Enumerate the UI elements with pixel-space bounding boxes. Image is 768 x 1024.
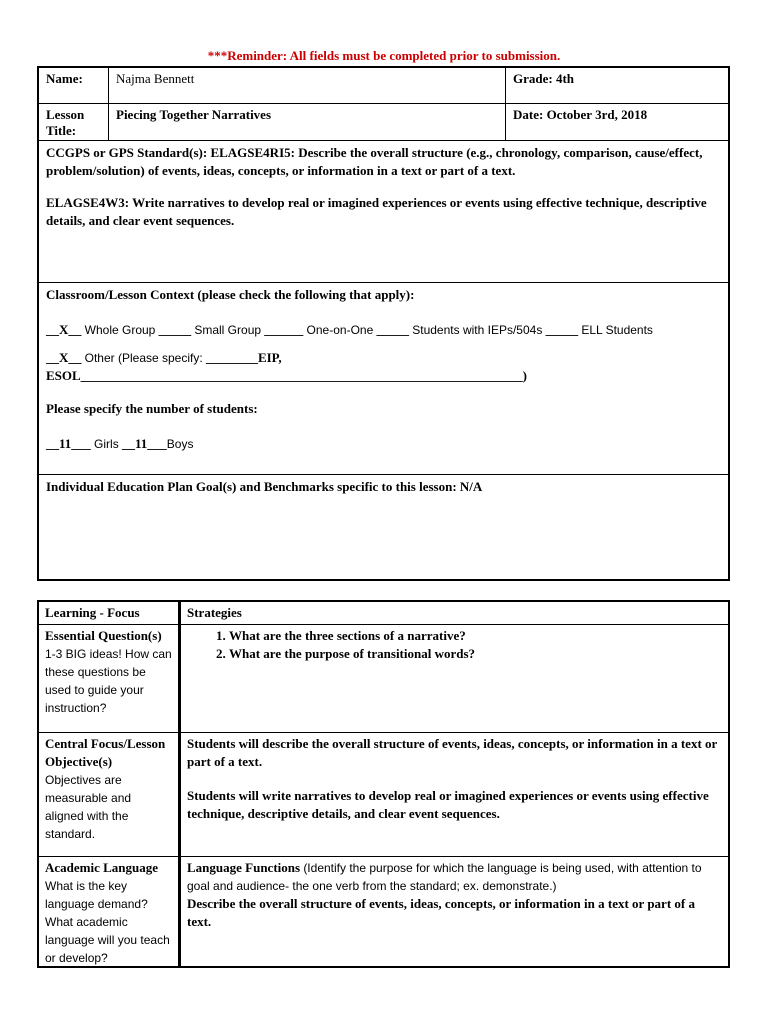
essential-questions-row: [39, 625, 728, 733]
group-options: [46, 321, 721, 339]
central-focus-row: [39, 733, 728, 857]
iep-mark[interactable]: _____: [376, 322, 409, 337]
small-group-mark[interactable]: _____: [158, 322, 192, 337]
central-focus-cell: [39, 733, 181, 856]
ell-label: ELL Students: [581, 323, 653, 337]
lesson-title-field[interactable]: Piecing Together Narratives: [109, 104, 506, 140]
language-functions-desc: (Identify the purpose for which the language is being used, with attention to goal and audience- the one verb from the standard; ex. demonstrate.): [187, 861, 702, 893]
esol-field[interactable]: ESOL____________________________________________________________________): [46, 368, 528, 383]
iep-label: Students with IEPs/504s: [412, 323, 543, 337]
other-specify-field[interactable]: ________EIP,: [205, 350, 282, 365]
strategies-header: Strategies: [187, 605, 242, 620]
other-option: [46, 349, 721, 367]
essential-questions-title: Essential Question(s): [45, 628, 162, 643]
central-focus-desc: Objectives are measurable and aligned with the standard.: [45, 773, 132, 841]
context-section: [39, 283, 728, 475]
language-functions-answer[interactable]: [181, 857, 728, 967]
essential-questions-desc: 1-3 BIG ideas! How can these questions be used to guide your instruction?: [45, 647, 172, 715]
language-functions-title: Language Functions: [187, 860, 301, 875]
table2-header-row: [39, 602, 728, 625]
grade-field[interactable]: Grade: 4th: [513, 71, 575, 86]
one-on-one-label: One-on-One: [306, 323, 374, 337]
reminder-banner: ***Reminder: All fields must be completed prior to submission.: [207, 48, 561, 63]
question-list: [187, 627, 722, 663]
academic-language-title: Academic Language: [45, 860, 159, 875]
essential-questions-answer[interactable]: [181, 625, 728, 732]
academic-language-desc: What is the key language demand? What academic language will you teach or develop?: [45, 879, 170, 965]
essential-questions-cell: [39, 625, 181, 732]
student-counts: [46, 435, 721, 453]
other-mark[interactable]: __X__: [46, 350, 82, 365]
language-functions-intro: [187, 859, 722, 895]
lesson-title-label: Lesson Title:: [39, 104, 109, 140]
ell-mark[interactable]: _____: [545, 322, 579, 337]
lesson-info-table: [37, 66, 730, 581]
learning-focus-table: [37, 600, 730, 968]
name-row: [39, 68, 728, 104]
girls-label: Girls: [94, 437, 119, 451]
name-field[interactable]: Najma Bennett: [109, 68, 506, 103]
name-label: Name:: [39, 68, 109, 103]
standard-1: CCGPS or GPS Standard(s): ELAGSE4RI5: Describe the overall structure (e.g., chronology, comparison, cause/effect, problem/solution) of events, ideas, concepts, or information in a text or part of a text.: [46, 145, 703, 178]
objective-2: Students will write narratives to develop real or imagined experiences or events using effective technique, descriptive details, and clear event sequences.: [187, 788, 709, 821]
boys-label: Boys: [166, 437, 194, 451]
girls-count-field[interactable]: __11___: [46, 436, 91, 451]
one-on-one-mark[interactable]: ______: [264, 322, 304, 337]
central-focus-answer[interactable]: [181, 733, 728, 856]
whole-group-label: Whole Group: [84, 323, 156, 337]
date-field[interactable]: Date: October 3rd, 2018: [513, 107, 648, 122]
num-students-heading: Please specify the number of students:: [46, 401, 258, 416]
central-focus-title: Central Focus/Lesson Objective(s): [45, 736, 166, 769]
other-label: Other (Please specify:: [84, 351, 203, 365]
small-group-label: Small Group: [194, 323, 262, 337]
iep-section[interactable]: Individual Education Plan Goal(s) and Benchmarks specific to this lesson: N/A: [46, 479, 483, 494]
standard-2: ELAGSE4W3: Write narratives to develop real or imagined experiences or events using effective technique, descriptive details, and clear event sequences.: [46, 195, 707, 228]
objective-1: Students will describe the overall structure of events, ideas, concepts, or information in a text or part of a text.: [187, 736, 718, 769]
learning-focus-header: Learning - Focus: [39, 602, 181, 624]
context-heading: Classroom/Lesson Context (please check the following that apply):: [46, 287, 415, 302]
academic-language-row: [39, 857, 728, 967]
academic-language-cell: [39, 857, 181, 967]
question-item: 2. What are the purpose of transitional words?: [229, 645, 722, 663]
whole-group-mark[interactable]: __X__: [46, 322, 82, 337]
standards-section[interactable]: [39, 141, 728, 283]
boys-count-field[interactable]: __11___: [121, 436, 167, 451]
lesson-row: [39, 104, 728, 141]
language-functions-text: Describe the overall structure of events, ideas, concepts, or information in a text or part of a text.: [187, 896, 695, 929]
question-item: 1. What are the three sections of a narrative?: [229, 627, 722, 645]
